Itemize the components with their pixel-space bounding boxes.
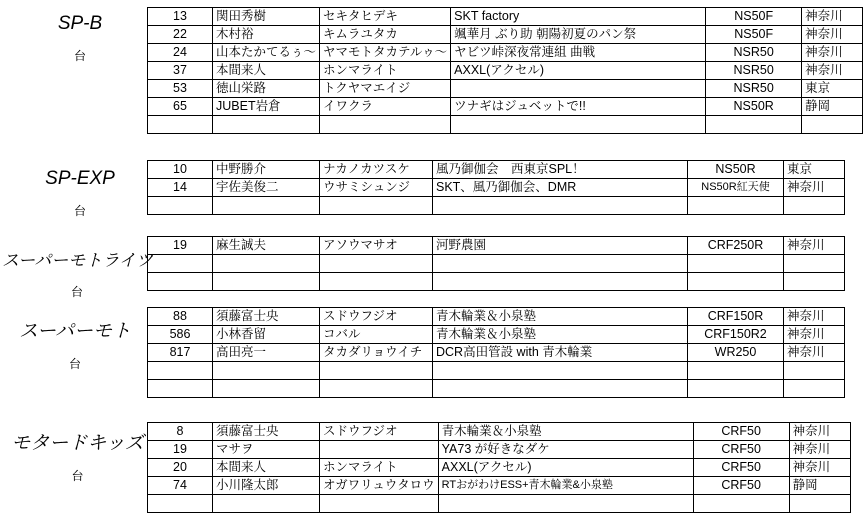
table-row	[148, 326, 845, 344]
table-row	[148, 362, 845, 380]
entry-number: 14	[148, 179, 213, 197]
prefecture: 東京	[784, 161, 845, 179]
rider-name	[213, 362, 320, 380]
bike-model	[688, 273, 784, 291]
rider-kana	[320, 362, 433, 380]
rider-name: 本間来人	[213, 62, 320, 80]
rider-kana	[320, 273, 433, 291]
category-header	[10, 428, 145, 484]
prefecture: 神奈川	[784, 344, 845, 362]
rider-kana: スドウフジオ	[320, 423, 439, 441]
rider-kana	[320, 441, 439, 459]
team-name	[451, 80, 706, 98]
rider-name: マサヲ	[213, 441, 320, 459]
table-row	[148, 26, 863, 44]
team-name: 颯華月 ぶり助 朝陽初夏のパン祭	[451, 26, 706, 44]
entry-number: 817	[148, 344, 213, 362]
bike-model	[706, 116, 802, 134]
entry-number: 37	[148, 62, 213, 80]
prefecture	[784, 380, 845, 398]
prefecture: 神奈川	[789, 441, 850, 459]
entry-number: 13	[148, 8, 213, 26]
prefecture	[784, 273, 845, 291]
prefecture	[784, 197, 845, 215]
bike-model	[688, 197, 784, 215]
entry-number: 65	[148, 98, 213, 116]
entry-table	[147, 7, 863, 134]
bike-model: NS50R	[706, 98, 802, 116]
team-name: 河野農園	[433, 237, 688, 255]
team-name: SKT factory	[451, 8, 706, 26]
rider-name	[213, 273, 320, 291]
team-name: 青木輪業＆小泉塾	[433, 308, 688, 326]
bike-model: NSR50	[706, 62, 802, 80]
rider-kana	[320, 495, 439, 513]
team-name: ツナギはジュベットで!!	[451, 98, 706, 116]
entry-number	[148, 362, 213, 380]
rider-name: 木村裕	[213, 26, 320, 44]
category-header	[30, 168, 130, 219]
prefecture: 神奈川	[784, 326, 845, 344]
rider-kana: キムラユタカ	[320, 26, 451, 44]
table-row	[148, 44, 863, 62]
prefecture: 神奈川	[784, 308, 845, 326]
bike-model: NS50F	[706, 8, 802, 26]
rider-name	[213, 197, 320, 215]
rider-name: 関田秀樹	[213, 8, 320, 26]
rider-name: 本間来人	[213, 459, 320, 477]
rider-kana: コバル	[320, 326, 433, 344]
table-row	[148, 80, 863, 98]
table-row	[148, 477, 851, 495]
rider-name: 小川隆太郎	[213, 477, 320, 495]
rider-name: 山本たかてるぅ～	[213, 44, 320, 62]
category-name: スーパーモトライツ	[2, 251, 153, 270]
rider-kana	[320, 116, 451, 134]
table-row	[148, 441, 851, 459]
prefecture: 静岡	[789, 477, 850, 495]
prefecture: 東京	[802, 80, 863, 98]
team-name: RTおがわけESS+青木輪業&小泉塾	[438, 477, 693, 495]
prefecture: 神奈川	[802, 62, 863, 80]
entry-number: 586	[148, 326, 213, 344]
team-name: ヤビツ峠深夜常連組 曲戦	[451, 44, 706, 62]
rider-kana: アソウマサオ	[320, 237, 433, 255]
prefecture: 神奈川	[784, 179, 845, 197]
category-unit: 台	[70, 285, 83, 299]
rider-kana: ホンマライト	[320, 62, 451, 80]
entry-number	[148, 116, 213, 134]
prefecture	[784, 362, 845, 380]
team-name	[433, 197, 688, 215]
rider-name	[213, 255, 320, 273]
table-row	[148, 197, 845, 215]
team-name	[433, 380, 688, 398]
entry-number: 22	[148, 26, 213, 44]
team-name: 青木輪業＆小泉塾	[433, 326, 688, 344]
bike-model	[688, 255, 784, 273]
rider-name: 高田亮一	[213, 344, 320, 362]
table-row	[148, 273, 845, 291]
table-row	[148, 344, 845, 362]
prefecture: 神奈川	[784, 237, 845, 255]
bike-model	[688, 362, 784, 380]
rider-kana: イワクラ	[320, 98, 451, 116]
team-name: AXXL(アクセル)	[438, 459, 693, 477]
bike-model: NS50R紅天使	[688, 179, 784, 197]
bike-model: CRF50	[693, 477, 789, 495]
rider-name	[213, 495, 320, 513]
rider-kana: セキタヒデキ	[320, 8, 451, 26]
entry-number: 74	[148, 477, 213, 495]
entry-number	[148, 495, 213, 513]
team-name: 風乃御伽会 西東京SPL！	[433, 161, 688, 179]
rider-kana: タカダリョウイチ	[320, 344, 433, 362]
bike-model: CRF250R	[688, 237, 784, 255]
rider-kana	[320, 197, 433, 215]
rider-name: JUBET岩倉	[213, 98, 320, 116]
entry-number: 20	[148, 459, 213, 477]
table-row	[148, 380, 845, 398]
table-row	[148, 308, 845, 326]
rider-name: 須藤富士央	[213, 423, 320, 441]
team-name	[451, 116, 706, 134]
rider-kana: トクヤマエイジ	[320, 80, 451, 98]
rider-name: 小林香留	[213, 326, 320, 344]
entry-number: 8	[148, 423, 213, 441]
team-name	[433, 255, 688, 273]
bike-model: NSR50	[706, 80, 802, 98]
team-name: YA73 が好きなダケ	[438, 441, 693, 459]
entry-number	[148, 255, 213, 273]
rider-kana: ナカノカツスケ	[320, 161, 433, 179]
entry-number: 88	[148, 308, 213, 326]
bike-model: CRF150R	[688, 308, 784, 326]
category-unit: 台	[73, 49, 86, 63]
rider-name: 須藤富士央	[213, 308, 320, 326]
rider-kana: オガワリュウタロウ	[320, 477, 439, 495]
rider-kana: ウサミシュンジ	[320, 179, 433, 197]
bike-model	[693, 495, 789, 513]
entry-number: 24	[148, 44, 213, 62]
entry-table	[147, 160, 845, 215]
prefecture	[789, 495, 850, 513]
rider-name: 麻生誠夫	[213, 237, 320, 255]
table-row	[148, 423, 851, 441]
bike-model: CRF50	[693, 459, 789, 477]
category-unit: 台	[68, 357, 81, 371]
team-name: SKT、風乃御伽会、DMR	[433, 179, 688, 197]
rider-kana: ヤマモトタカテルゥ～	[320, 44, 451, 62]
prefecture	[784, 255, 845, 273]
bike-model	[688, 380, 784, 398]
prefecture: 神奈川	[789, 423, 850, 441]
entry-number: 19	[148, 441, 213, 459]
rider-name: 徳山栄路	[213, 80, 320, 98]
team-name: DCR高田管設 with 青木輪業	[433, 344, 688, 362]
entry-number: 53	[148, 80, 213, 98]
rider-name	[213, 380, 320, 398]
team-name: AXXL(アクセル)	[451, 62, 706, 80]
entry-number	[148, 380, 213, 398]
table-row	[148, 495, 851, 513]
prefecture: 静岡	[802, 98, 863, 116]
rider-kana: ホンマライト	[320, 459, 439, 477]
table-row	[148, 237, 845, 255]
bike-model: CRF150R2	[688, 326, 784, 344]
prefecture: 神奈川	[802, 26, 863, 44]
table-row	[148, 255, 845, 273]
team-name	[438, 495, 693, 513]
rider-name: 中野勝介	[213, 161, 320, 179]
category-unit: 台	[73, 204, 86, 218]
entry-table	[147, 307, 845, 398]
category-header	[40, 13, 120, 64]
table-row	[148, 459, 851, 477]
table-row	[148, 62, 863, 80]
rider-kana	[320, 380, 433, 398]
bike-model: CRF50	[693, 441, 789, 459]
entry-table	[147, 422, 851, 513]
category-name: スーパーモト	[18, 321, 132, 342]
rider-kana: スドウフジオ	[320, 308, 433, 326]
prefecture	[802, 116, 863, 134]
rider-kana	[320, 255, 433, 273]
bike-model: NSR50	[706, 44, 802, 62]
table-row	[148, 116, 863, 134]
category-name: SP-EXP	[45, 168, 115, 189]
category-header	[2, 246, 152, 300]
team-name	[433, 362, 688, 380]
bike-model: WR250	[688, 344, 784, 362]
entry-table	[147, 236, 845, 291]
entry-number	[148, 197, 213, 215]
category-header	[15, 316, 135, 372]
category-unit: 台	[71, 469, 84, 483]
category-name: SP-B	[57, 13, 103, 34]
prefecture: 神奈川	[802, 8, 863, 26]
entry-number	[148, 273, 213, 291]
category-name: モタードキッズ	[11, 433, 144, 454]
table-row	[148, 98, 863, 116]
rider-name	[213, 116, 320, 134]
bike-model: CRF50	[693, 423, 789, 441]
table-row	[148, 8, 863, 26]
table-row	[148, 161, 845, 179]
prefecture: 神奈川	[802, 44, 863, 62]
entry-number: 10	[148, 161, 213, 179]
bike-model: NS50F	[706, 26, 802, 44]
team-name	[433, 273, 688, 291]
team-name: 青木輪業＆小泉塾	[438, 423, 693, 441]
table-row	[148, 179, 845, 197]
entry-number: 19	[148, 237, 213, 255]
rider-name: 宇佐美俊二	[213, 179, 320, 197]
bike-model: NS50R	[688, 161, 784, 179]
prefecture: 神奈川	[789, 459, 850, 477]
